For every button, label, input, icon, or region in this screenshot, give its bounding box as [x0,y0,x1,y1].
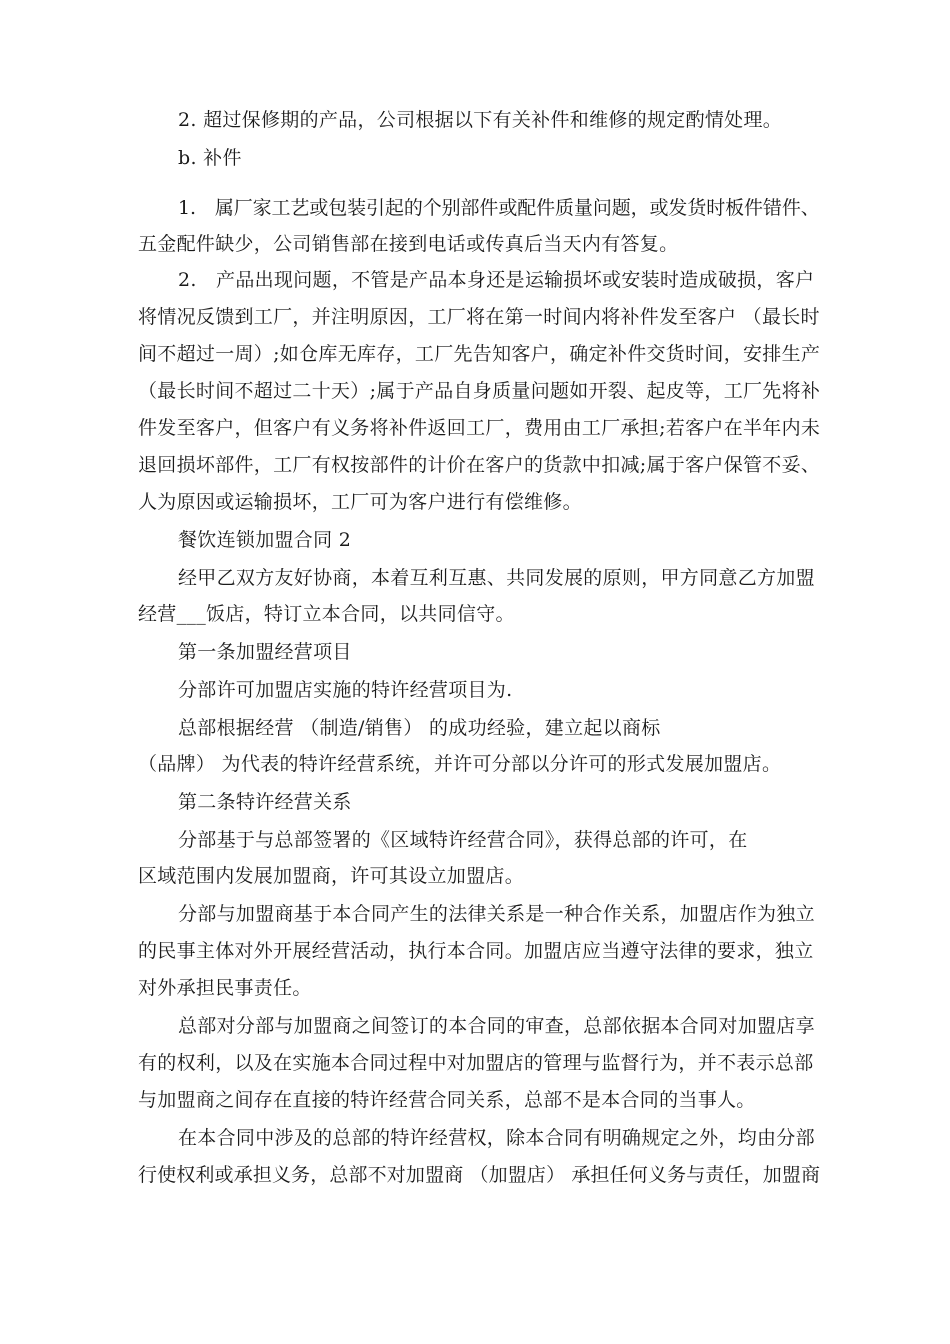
paragraph-line: （最长时间不超过二十天）;属于产品自身质量问题如开裂、起皮等，工厂先将补 [138,380,821,402]
paragraph-line: 行使权利或承担义务，总部不对加盟商 （加盟店） 承担任何义务与责任，加盟商 [138,1164,821,1186]
paragraph-line: b. 补件 [178,147,242,169]
paragraph-line: 分部许可加盟店实施的特许经营项目为. [178,679,513,701]
article-heading: 第二条特许经营关系 [178,791,352,813]
paragraph-line: 经营___饭店，特订立本合同，以共同信守。 [138,603,515,625]
paragraph-line: 的民事主体对外开展经营活动，执行本合同。加盟店应当遵守法律的要求，独立 [138,940,814,962]
paragraph-line: 将情况反馈到工厂，并注明原因，工厂将在第一时间内将补件发至客户 （最长时 [138,306,820,328]
paragraph-line: 2. 超过保修期的产品，公司根据以下有关补件和维修的规定酌情处理。 [178,109,783,131]
paragraph-line: 总部对分部与加盟商之间签订的本合同的审查，总部依据本合同对加盟店享 [178,1015,815,1037]
paragraph-line: 件发至客户，但客户有义务将补件返回工厂，费用由工厂承担;若客户在半年内未 [138,417,821,439]
paragraph-line: 退回损坏部件，工厂有权按部件的计价在客户的货款中扣减;属于客户保管不妥、 [138,454,821,476]
paragraph-line: 经甲乙双方友好协商，本着互利互惠、共同发展的原则，甲方同意乙方加盟 [178,567,815,589]
paragraph-line: 对外承担民事责任。 [138,977,312,999]
paragraph-line: 人为原因或运输损坏，工厂可为客户进行有偿维修。 [138,491,582,513]
paragraph-line: 分部基于与总部签署的《区域特许经营合同》，获得总部的许可，在 [178,829,748,851]
paragraph-line: 间不超过一周）;如仓库无库存，工厂先告知客户，确定补件交货时间，安排生产 [138,343,821,365]
paragraph-line: 有的权利，以及在实施本合同过程中对加盟店的管理与监督行为，并不表示总部 [138,1052,814,1074]
article-heading: 第一条加盟经营项目 [178,641,352,663]
paragraph-line: （品牌） 为代表的特许经营系统，并许可分部以分许可的形式发展加盟店。 [138,753,782,775]
paragraph-line: 分部与加盟商基于本合同产生的法律关系是一种合作关系，加盟店作为独立 [178,903,815,925]
section-title: 餐饮连锁加盟合同 2 [178,529,352,551]
paragraph-line: 在本合同中涉及的总部的特许经营权，除本合同有明确规定之外，均由分部 [178,1127,815,1149]
paragraph-line: 区域范围内发展加盟商，许可其设立加盟店。 [138,865,525,887]
paragraph-line: 1. 属厂家工艺或包装引起的个别部件或配件质量问题，或发货时板件错件、 [178,197,820,219]
paragraph-line: 与加盟商之间存在直接的特许经营合同关系，总部不是本合同的当事人。 [138,1089,756,1111]
paragraph-line: 五金配件缺少，公司销售部在接到电话或传真后当天内有答复。 [138,233,679,255]
paragraph-line: 总部根据经营 （制造/销售） 的成功经验，建立起以商标 [178,717,661,739]
paragraph-line: 2. 产品出现问题，不管是产品本身还是运输损坏或安装时造成破损，客户 [178,269,815,291]
